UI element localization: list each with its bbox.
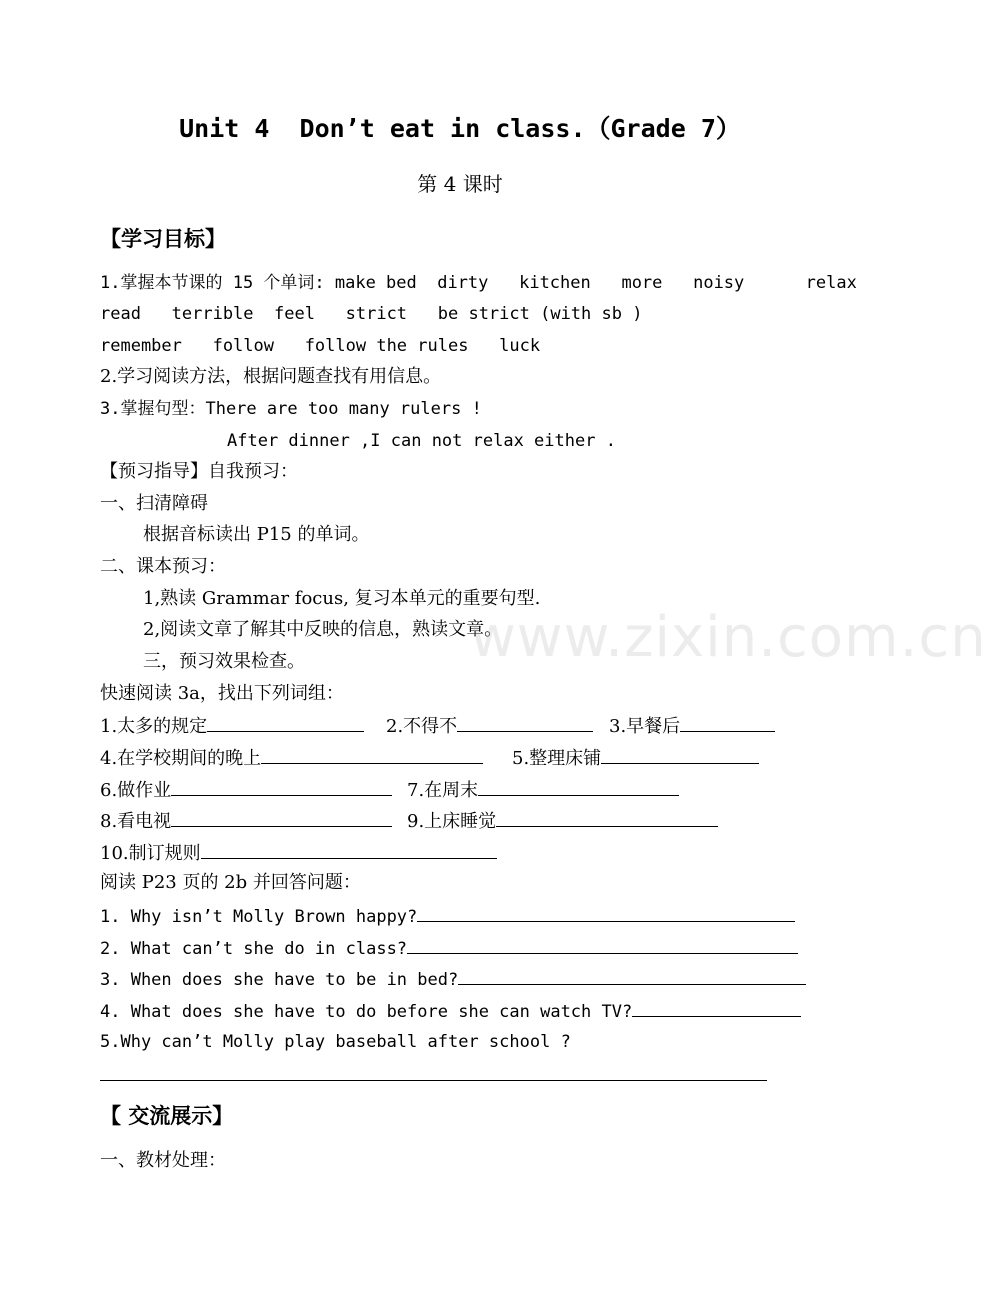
answer-line-5[interactable] <box>100 1080 767 1081</box>
page-title: Unit 4 Don’t eat in class.（Grade 7） <box>179 114 741 143</box>
question-3: 3. When does she have to be in bed? <box>100 967 806 991</box>
question-1: 1. Why isn’t Molly Brown happy? <box>100 904 795 928</box>
phrase-item-4: 4.在学校期间的晚上 <box>100 746 483 770</box>
phrase-item-7: 7.在周末 <box>407 778 679 802</box>
phrase-blank-2[interactable] <box>457 714 593 732</box>
phrase-blank-8[interactable] <box>171 809 392 827</box>
answer-blank-4[interactable] <box>632 999 801 1017</box>
phrase-item-1: 1.太多的规定 <box>100 714 364 738</box>
phrase-item-9: 9.上床睡觉 <box>407 809 718 833</box>
goals-line-6: After dinner ,I can not relax either . <box>227 431 616 451</box>
phrase-blank-5[interactable] <box>601 746 759 764</box>
phrase-item-10: 10.制订规则 <box>100 841 497 865</box>
phrase-blank-7[interactable] <box>478 778 679 796</box>
goals-line-1: 1.掌握本节课的 15 个单词: make bed dirty kitchen more noisy relax <box>100 273 857 293</box>
watermark: www.zixin.com.cn <box>470 605 987 670</box>
preview-heading: 【预习指导】自我预习： <box>100 461 298 482</box>
question-2: 2. What can’t she do in class? <box>100 936 798 960</box>
goals-heading: 【学习目标】 <box>100 227 226 251</box>
preview-section-2-item-2: 2,阅读文章了解其中反映的信息，熟读文章。 <box>143 619 503 640</box>
reading-intro: 阅读 P23 页的 2b 并回答问题： <box>100 872 361 893</box>
phrase-blank-6[interactable] <box>171 778 392 796</box>
preview-section-2: 二、课本预习： <box>100 556 226 577</box>
preview-section-1: 一、扫清障碍 <box>100 493 208 514</box>
phrase-item-6: 6.做作业 <box>100 778 392 802</box>
phrase-blank-9[interactable] <box>496 809 718 827</box>
exchange-section-1: 一、教材处理： <box>100 1150 226 1171</box>
goals-line-4: 2.学习阅读方法，根据问题查找有用信息。 <box>100 366 442 387</box>
lesson-subtitle: 第 4 课时 <box>417 172 503 196</box>
quick-read-intro: 快速阅读 3a，找出下列词组： <box>100 683 344 704</box>
phrase-blank-4[interactable] <box>261 746 483 764</box>
phrase-item-3: 3.早餐后 <box>609 714 775 738</box>
preview-section-2-item-1: 1,熟读 Grammar focus, 复习本单元的重要句型. <box>143 588 541 609</box>
goals-line-5: 3.掌握句型：There are too many rulers ! <box>100 399 482 419</box>
phrase-blank-10[interactable] <box>201 841 497 859</box>
answer-blank-2[interactable] <box>407 936 798 954</box>
phrase-blank-3[interactable] <box>680 714 775 732</box>
phrase-blank-1[interactable] <box>207 714 364 732</box>
answer-blank-1[interactable] <box>417 904 795 922</box>
goals-line-3: remember follow follow the rules luck <box>100 336 541 356</box>
phrase-item-5: 5.整理床铺 <box>512 746 759 770</box>
phrase-item-2: 2.不得不 <box>386 714 593 738</box>
preview-section-1-item: 根据音标读出 P15 的单词。 <box>143 524 370 545</box>
exchange-heading: 【 交流展示】 <box>100 1104 234 1128</box>
goals-line-2: read terrible feel strict be strict (with sb ) <box>100 304 643 324</box>
question-5: 5.Why can’t Molly play baseball after school ? <box>100 1032 571 1052</box>
answer-blank-3[interactable] <box>458 967 806 985</box>
phrase-item-8: 8.看电视 <box>100 809 392 833</box>
preview-section-2-item-3: 三，预习效果检查。 <box>143 651 305 672</box>
question-4: 4. What does she have to do before she can watch TV? <box>100 999 801 1023</box>
